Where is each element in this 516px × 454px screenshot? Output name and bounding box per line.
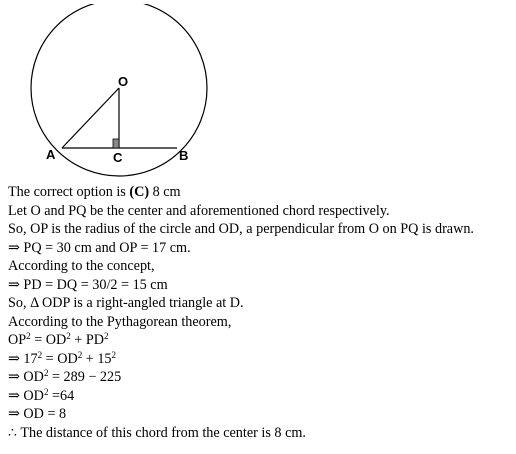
answer-line: [8, 183, 513, 202]
radius-oa: [62, 88, 119, 148]
label-b: B: [179, 148, 189, 163]
explanation-line-2: So, OP is the radius of the circle and OD, a perpendicular from O on PQ is drawn.: [8, 221, 474, 237]
explanation-line-5: ⇒ PD = DQ = 30/2 = 15 cm: [8, 276, 168, 293]
equation-3: ⇒ $OD^2 = 289 - 225$: [8, 368, 122, 385]
explanation-line-1: Let O and PQ be the center and aforementioned chord respectively.: [8, 202, 390, 219]
equation-4: ⇒ $OD^2 =64$: [8, 386, 75, 404]
explanation-line-4: According to the concept,: [8, 258, 155, 274]
answer-option: (C): [129, 184, 150, 200]
equation-1: $OP^2 = OD^2 + PD^2$: [8, 331, 109, 348]
answer-value: 8 cm: [149, 184, 181, 200]
answer-prefix: The correct option is: [8, 184, 130, 200]
explanation-line-6: So, Δ ODP is a right-angled triangle at D.: [8, 295, 244, 311]
equation-2: ⇒ $17^2 = OD^2 + 15^2$: [8, 349, 117, 367]
conclusion-line: ∴ The distance of this chord from the center is 8 cm.: [8, 424, 306, 441]
explanation-line-3: ⇒ PQ = 30 cm and OP = 17 cm.: [8, 239, 191, 256]
label-c: C: [113, 150, 123, 165]
label-o: O: [118, 74, 129, 89]
right-angle-marker: [113, 139, 119, 148]
circle-chord-diagram: [30, 4, 230, 180]
equation-5: ⇒ OD = 8: [8, 406, 67, 422]
solution-text: [8, 183, 513, 442]
explanation-line-7: According to the Pythagorean theorem,: [8, 313, 232, 330]
label-a: A: [46, 147, 56, 162]
